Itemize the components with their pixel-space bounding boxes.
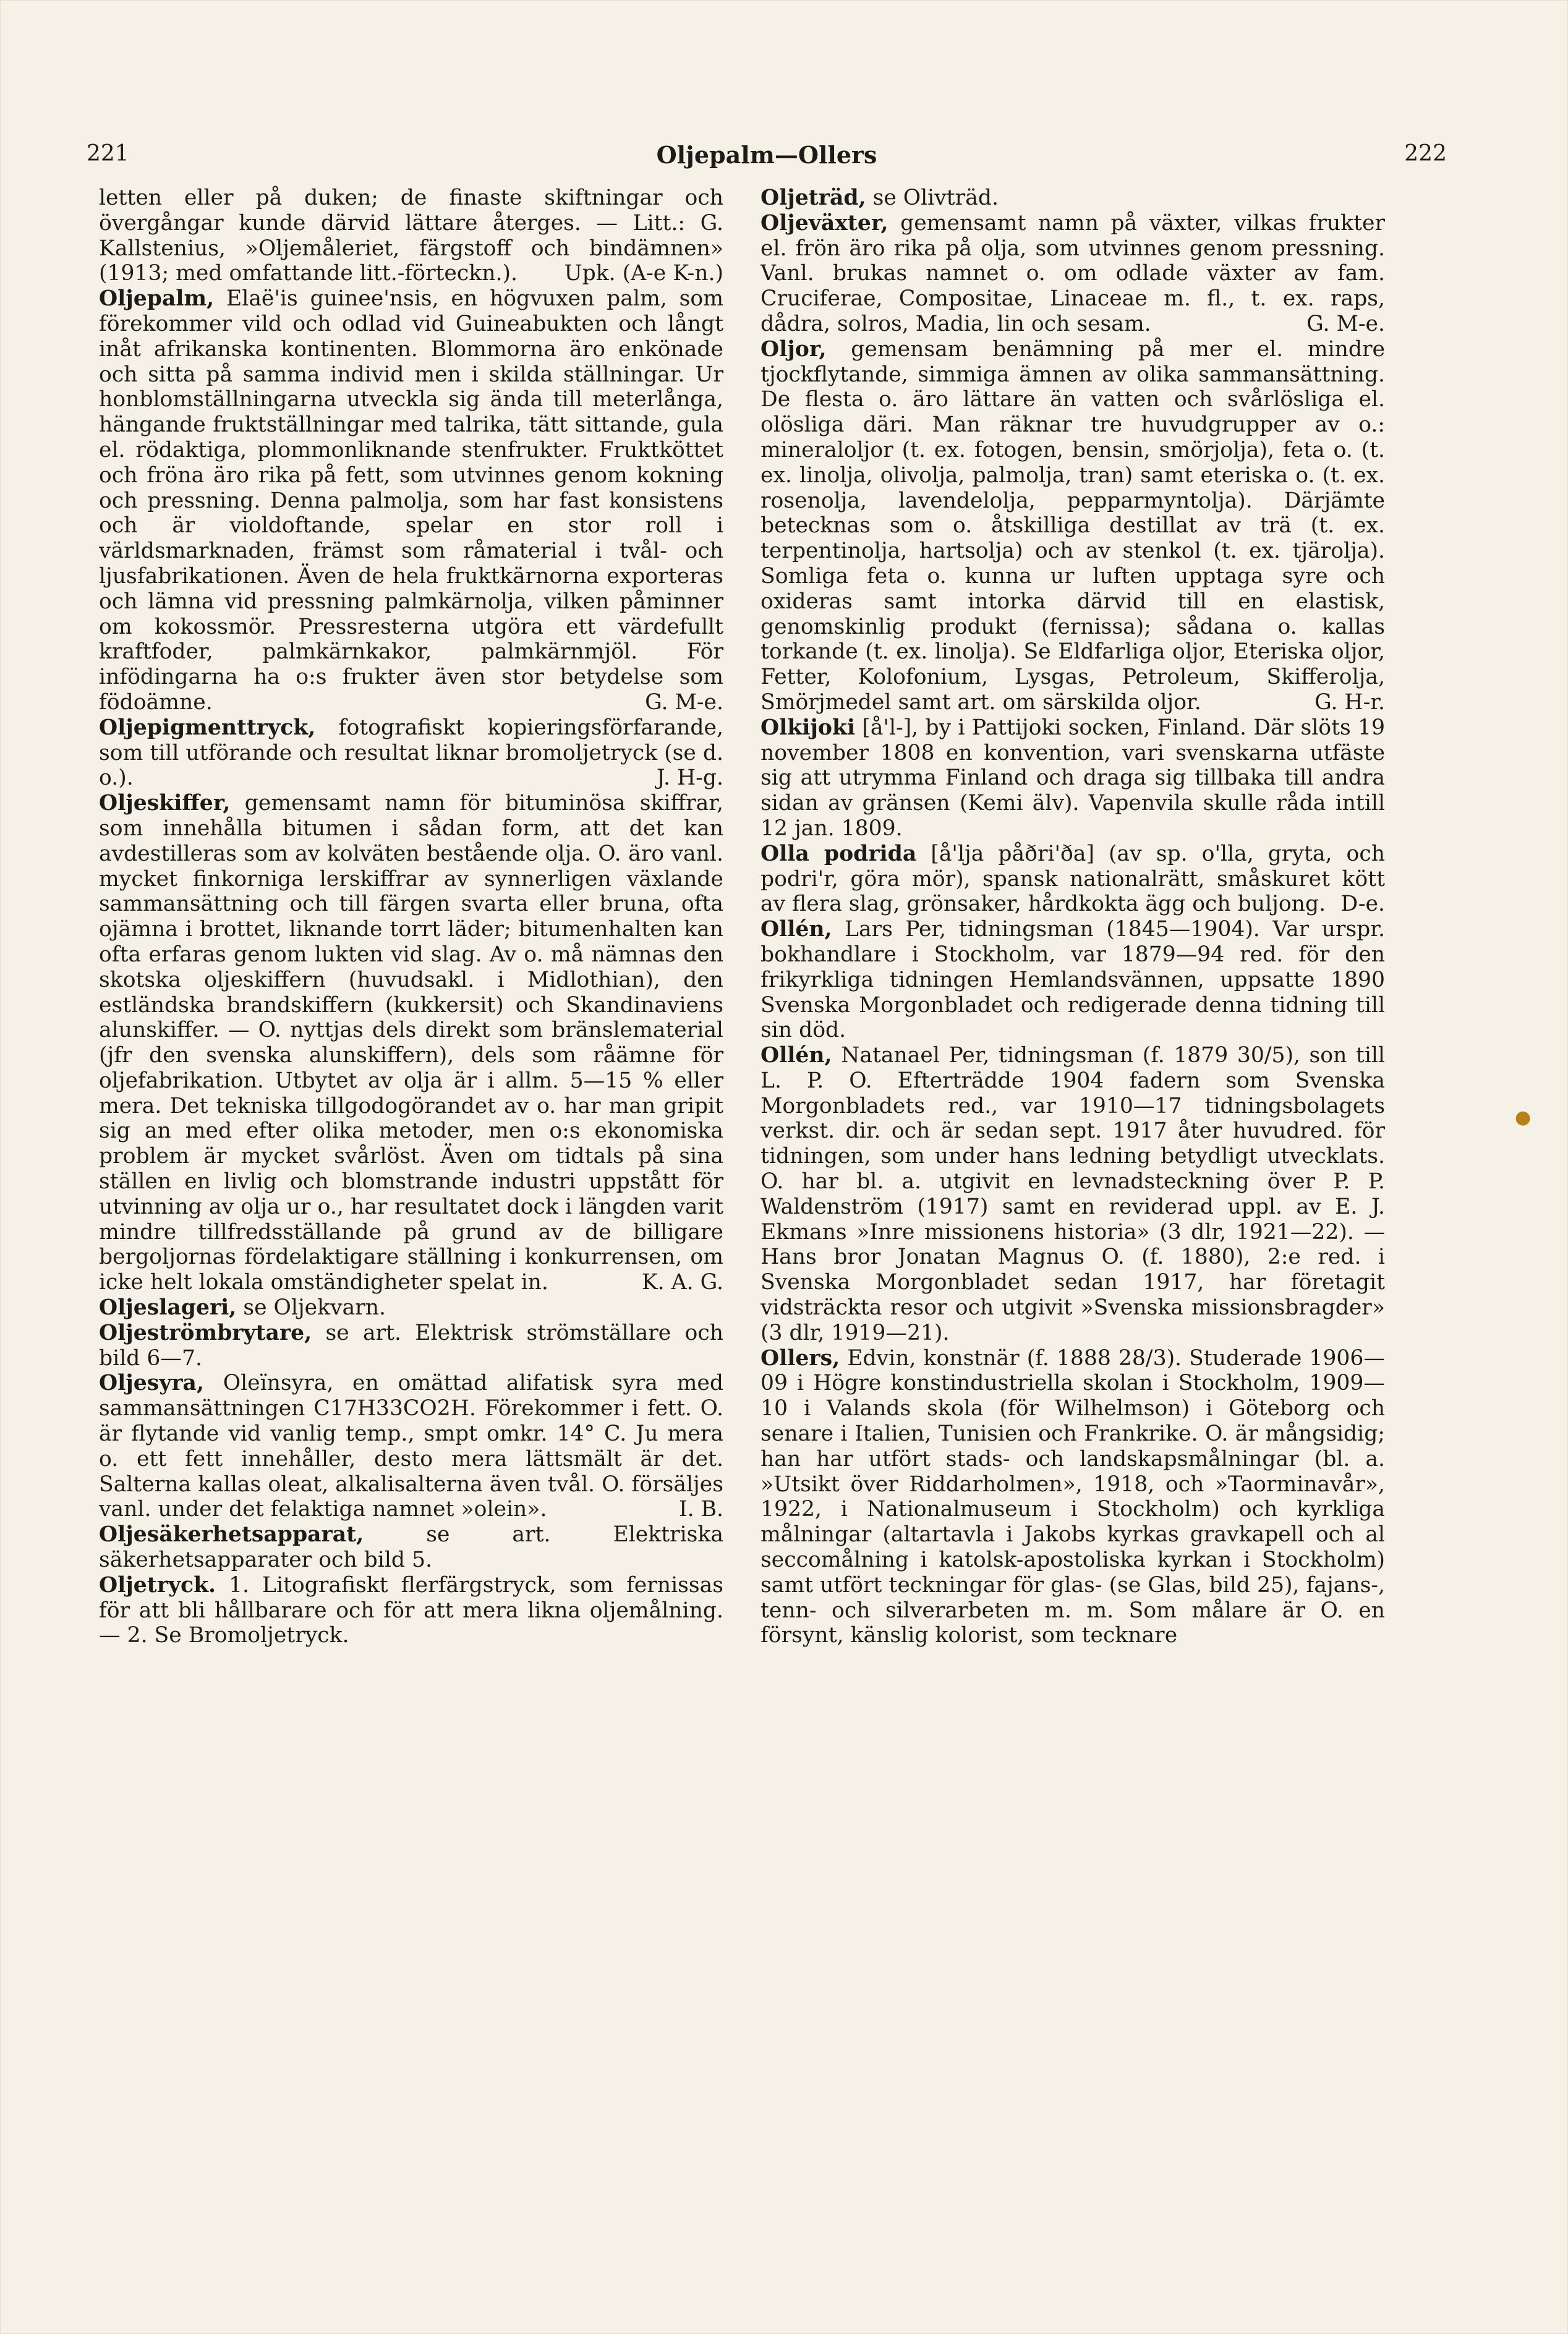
margin-mark: ● [1515,1107,1532,1128]
entry-text: gemensamt namn för bituminösa skiffrar, som innehålla bitumen i sådan form, att det kan avdestilleras som av kolväten bestående olja. O. äro vanl. mycket finkorniga lerskiffrar av synnerligen växlande sammansättning och till färgen svarta eller bruna, ofta ojämna i brottet, liknande torrt läder; bitumenhalten kan ofta erfaras genom lukten vid slag. Av o. må nämnas den skotska oljeskiffern (huvudsakl. i Midlothian), den estländska brandskiffern (kukkersit) och Skandinaviens alunskiffer. — O. nyttjas dels direkt som bränslematerial (jfr den svenska alunskiffern), dels som råämne för oljefabrikation. Utbytet av olja är i allm. 5—15 % eller mera. Det tekniska tillgodogörandet av o. har man gripit sig an med efter olika metoder, men o:s ekonomiska problem är mycket svårlöst. Även om tidtals på sina ställen en livlig och blomstrande industri uppstått för utvinning av olja ur o., har resultatet dock i längden varit mindre tillfredsställande på grund av de billigare bergoljornas fördelaktigare ställning i konkurrensen, om icke helt lokala omständigheter spelat in. [99,791,723,1295]
entry-term: Oljesyra, [99,1371,204,1396]
entry-text: gemensamt namn på växter, vilkas frukter el. frön äro rika på olja, som utvinnes genom pressning. Vanl. brukas namnet o. om odlade växter av fam. Cruciferae, Compositae, Linaceae m. fl., t. ex. raps, dådra, solros, Madia, lin och sesam. [761,210,1385,336]
entry-text: [å'l-], by i Pattijoki socken, Finland. Där slöts 19 november 1808 en konvention, vari svenskarna utfäste sig att utrymma Finland och draga sig tillbaka till andra sidan av gränsen (Kemi älv). Vapenvila skulle råda intill 12 jan. 1809. [761,715,1385,841]
entry-text: Elaë'is guinee'nsis, en högvuxen palm, som förekommer vild och odlad vid Guineabukten och långt inåt afrikanska kontinenten. Blommorna äro enkönade och sitta på samma individ men i skilda ställningar. Ur honblomställningarna utveckla sig ända till meterlånga, hängande fruktställningar med talrika, tätt sittande, gula el. rödaktiga, plommonliknande stenfrukter. Fruktköttet och fröna äro rika på fett, som utvinnes genom kokning och pressning. Denna palmolja, som har fast konsistens och är violdoftande, spelar en stor roll i världsmarknaden, främst som råmaterial i tvål- och ljusfabrikationen. Även de hela fruktkärnorna exporteras och lämna vid pressning palmkärnolja, vilken påminner om kokossmör. Pressresterna utgöra ett värdefullt kraftfoder, palmkärnkakor, palmkärnmjöl. För infödingarna ha o:s frukter även stor betydelse som födoämne. [99,286,723,715]
entry-oljetrad [761,185,1385,211]
entry-oljesyra [99,1371,723,1522]
entry-oljesakerhetsapparat [99,1522,723,1573]
entry-term: Oljesäkerhetsapparat, [99,1522,364,1548]
entry-term: Oljeströmbrytare, [99,1320,312,1345]
entry-text: [å'lja påðri'ða] (av sp. o'lla, gryta, och podri'r, göra mör), spansk nationalrätt, småskuret kött av flera slag, grönsaker, hårdkokta ägg och buljong. [761,841,1385,917]
continuation-paragraph: letten eller på duken; de finaste skiftningar och övergångar kunde därvid lättare återges. — Litt.: G. Kallstenius, »Oljemåleriet, färgstoff och bindämnen» (1913; med omfattande litt.-förteckn.). Upk. (A-e K-n.) [99,185,723,286]
entry-text: Lars Per, tidningsman (1845—1904). Var urspr. bokhandlare i Stockholm, var 1879—94 red. för den frikyrkliga tidningen Hemlandsvännen, uppsatte 1890 Svenska Morgonbladet och redigerade denna tidning till sin död. [761,917,1385,1043]
entry-text: 1. Litografiskt flerfärgstryck, som fernissas för att bli hållbarare och för att mera likna oljemålning. — 2. Se Bromoljetryck. [99,1572,723,1648]
signature: K. A. G. [641,1270,723,1295]
entry-term: Oljeskiffer, [99,791,231,816]
entry-oljepigmenttryck [99,715,723,791]
entry-oljepalm [99,286,723,715]
entry-text: se Olivträd. [872,185,999,210]
signature: Upk. (A-e K-n.) [564,261,723,286]
entry-text: Oleïnsyra, en omättad alifatisk syra med sammansättningen C17H33CO2H. Förekommer i fett. O. är flytande vid vanlig temp., smpt omkr. 14° C. Ju mera o. ett fett innehåller, desto mera lättsmält är det. Salterna kallas oleat, alkalisalterna även tvål. O. försäljes vanl. under det felaktiga namnet »olein». [99,1371,723,1522]
entry-term: Olkijoki [761,715,856,740]
entry-term: Oljepalm, [99,286,215,312]
entry-term: Olla podrida [761,841,917,866]
signature: G. M-e. [645,689,723,715]
entry-oljevaxter [761,211,1385,337]
entry-olkijoki [761,715,1385,841]
entry-text: se art. Elektrisk strömställare och bild 6—7. [99,1320,723,1371]
entry-oljeslageri [99,1295,723,1321]
entry-term: Oljepigmenttryck, [99,715,316,740]
signature: D-e. [1340,892,1385,917]
entry-olla-podrida [761,841,1385,917]
entry-text: se art. Elektriska säkerhetsapparater och bild 5. [99,1522,723,1573]
page-number-right: 222 [1404,141,1447,166]
signature: G. M-e. [1306,311,1385,336]
entry-term: Oljeträd, [761,185,866,210]
entry-ollers [761,1346,1385,1649]
entry-term: Ollén, [761,1043,832,1068]
running-title: Oljepalm—Ollers [656,141,877,169]
signature: I. B. [678,1497,723,1522]
entry-oljor [761,337,1385,715]
entry-term: Ollén, [761,917,832,942]
entry-oljestrombrytare [99,1321,723,1371]
entry-text: Edvin, konstnär (f. 1888 28/3). Studerade 1906—09 i Högre konstindustriella skolan i Stockholm, 1909—10 i Valands skola (för Wilhelmson) i Göteborg och senare i Italien, Tunisien och Frankrike. O. är mångsidig; han har utfört stads- och landskapsmålningar (bl. a. »Utsikt över Riddarholmen», 1918, och »Taorminavår», 1922, i Nationalmuseum i Stockholm) och kyrkliga målningar (altartavla i Jakobs kyrkas gravkapell och al seccomålning i katolsk-apostoliska kyrkan i Stockholm) samt utfört teckningar för glas- (se Glas, bild 25), fajans-, tenn- och silverarbeten m. m. Som målare är O. en försynt, känslig kolorist, som tecknare [761,1345,1385,1648]
left-column [99,185,723,1648]
entry-term: Ollers, [761,1345,840,1371]
entry-oljeskiffer [99,791,723,1295]
page-header [87,141,1447,178]
entry-term: Oljetryck. [99,1572,216,1598]
entry-ollen-natanael [761,1043,1385,1346]
entry-term: Oljor, [761,336,827,362]
entry-term: Oljeslageri, [99,1295,237,1321]
page-number-left: 221 [87,141,129,166]
entry-text: fotografiskt kopieringsförfarande, som till utförande och resultat liknar bromoljetryck (se d. o.). [99,715,723,791]
right-column [761,185,1385,1648]
entry-text: se Oljekvarn. [243,1295,386,1321]
entry-term: Oljeväxter, [761,210,888,236]
entry-oljetryck [99,1573,723,1648]
entry-text: Natanael Per, tidningsman (f. 1879 30/5), son till L. P. O. Efterträdde 1904 fadern som Svenska Morgonbladets red., var 1910—17 tidningsbolagets verkst. dir. och är sedan sept. 1917 åter huvudred. för tidningen, som under hans ledning betydligt utvecklats. O. har bl. a. utgivit en levnadsteckning över P. P. Waldenström (1917) samt en reviderad uppl. av E. J. Ekmans »Inre missionens historia» (3 dlr, 1921—22). — Hans bror Jonatan Magnus O. (f. 1880), 2:e red. i Svenska Morgonbladet sedan 1917, har företagit vidsträckta resor och utgivit »Svenska missionsbragder» (3 dlr, 1919—21). [761,1043,1385,1345]
signature: G. H-r. [1314,689,1385,715]
entry-text: gemensam benämning på mer el. mindre tjockflytande, simmiga ämnen av olika sammansättning. De flesta o. äro lättare än vatten och svårlösliga el. olösliga däri. Man räknar tre huvudgrupper av o.: mineraloljor (t. ex. fotogen, bensin, smörjolja), feta o. (t. ex. linolja, olivolja, palmolja, tran) samt eteriska o. (t. ex. rosenolja, lavendelolja, pepparmyntolja). Därjämte betecknas som o. åtskilliga destillat av trä (t. ex. terpentinolja, hartsolja) och av stenkol (t. ex. tjärolja). Somliga feta o. kunna ur luften upptaga syre och oxideras samt intorka därvid till en elastisk, genomskinlig produkt (fernissa); sådana o. kallas torkande (t. ex. linolja). Se Eldfarliga oljor, Eteriska oljor, Fetter, Kolofonium, Lysgas, Petroleum, Skifferolja, Smörjmedel samt art. om särskilda oljor. [761,336,1385,715]
entry-ollen-lars [761,917,1385,1043]
signature: J. H-g. [656,765,723,791]
